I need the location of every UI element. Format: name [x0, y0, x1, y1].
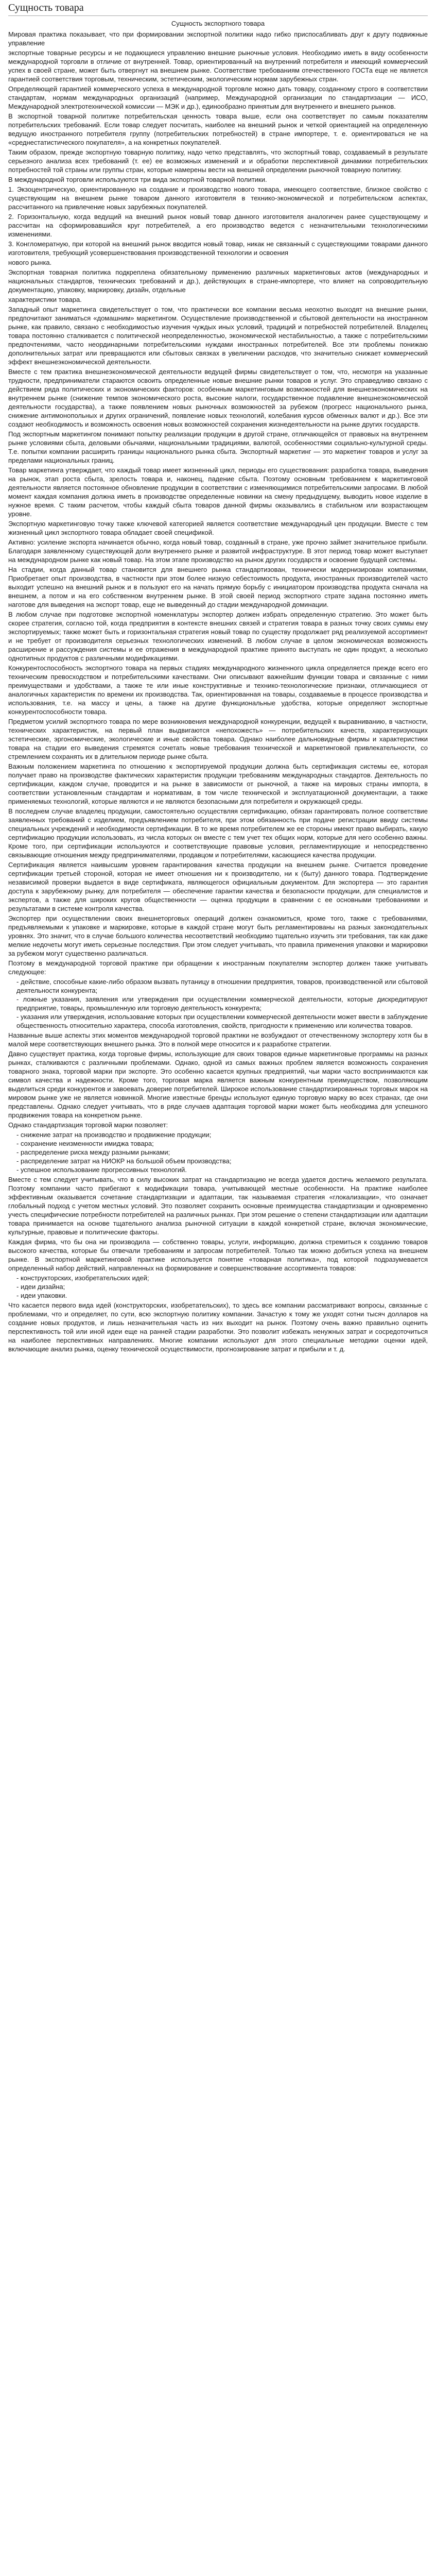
list-item: - указания или утверждения, использование которых при осуществлении коммерческой деятельности может ввести в заблуждение общественность относительно характера, способа изготовления, свойств, пригодности к применению или количества товаров.	[8, 1012, 428, 1030]
paragraph: Давно существует практика, когда торговые фирмы, использующие для своих товаров единые маркетинговые программы на разных рынках, сталкиваются с различными проблемами. Однако, одной из самых важных проблем является возможность сохранения товарного знака, торговой марки при экспорте. Это особенно касается крупных предприятий, чьи марки часто воспринимаются как символ качества и надежности. Кроме того, торговая марка является важным конкурентным преимуществом, позволяющим выделиться среди конкурентов и завоевать доверие потребителей. Широкое использование стандартизированных торговых марок на мировом рынке уже не является новинкой. Многие известные бренды используют единую торговую марку во всех странах, где они представлены. Однако следует учитывать, что в ряде случаев адаптация торговой марки может быть необходима для успешного продвижения товара на конкретном рынке.	[8, 1050, 428, 1119]
paragraph: Экспортная товарная политика подкреплена обязательному применению различных маркетинговых актов (международных и национальных стандартов, технических требований и др.), действующих в стране-импортере, что влияет на сопроводительную документацию, упаковку, маркировку, дизайн, отдельные	[8, 268, 428, 294]
paragraph: Товар маркетинга утверждает, что каждый товар имеет жизненный цикл, периоды его существования: разработка товара, выведения на рынок, этап роста сбыта, зрелость товара и, наконец, падение сбыта. Поэтому основным требованием к маркетинговой деятельности является постоянное обновление продукции в соответствии с изменяющимися потребительскими запросами. В любой момент каждая компания должна иметь в производстве определенные новинки на смену предыдущему, выводить новое изделие в нужное время. С таким расчетом, чтобы каждый сбыта товаров данной фирмы оказывались в стабильном или возрастающем уровне.	[8, 466, 428, 518]
list-item: - успешное использование прогрессивных технологий.	[8, 1165, 428, 1174]
list-item: - сохранение неизменности имиджа товара;	[8, 1139, 428, 1148]
benefits-list	[8, 1130, 428, 1174]
list-item: - идеи упаковки.	[8, 1291, 428, 1300]
paragraph: Западный опыт маркетинга свидетельствует о том, что практически все компании весьма неохотно выходят на внешние рынки, предпочитают заниматься «домашним» маркетингом. Осуществление производственной и сбытовой деятельности на иностранном рынке, как правило, связано с необходимостью изучения чуждых иных условий, традиций и потребностей потребителей. Владелец товара постоянно сталкивается с политической неопределенностью, экономической нестабильностью, а также с потребительскими предпочтениями, часто неординарными потребительскими нуждами иностранных потребителей. Все эти проблемы понижаю дополнительных затрат или превращаются или сбытовых связках в увеличении расходов, что значительно снижает коммерческий эффект внешнеэкономической деятельности.	[8, 306, 428, 366]
reasons-list	[8, 977, 428, 1030]
paragraph: В экспортной товарной политике потребительская ценность товара выше, если она соответствует по самым показателям потребительских требований. Если товар следует посчитать, наиболее на внешний рынок и четкой ориентацией на определенную ведущую иностранного потребителя группу (потребительских потребностей) в стране импортере, т. е. ориентироваться не на «среднестатистического покупателя», а на конкретных покупателей.	[8, 112, 428, 146]
paragraph: 2. Горизонтальную, когда ведущий на внешний рынок новый товар данного изготовителя аналогичен ранее существующему и рассчитан на сформировавшийся круг потребителей, а его производство ведется с незначительными технологическими изменениями.	[8, 213, 428, 238]
subtitle: Сущность экспортного товара	[171, 20, 265, 27]
paragraph: Под экспортным маркетингом понимают попытку реализации продукции в другой стране, отличающейся от правовых на внутреннем рынке условиями сбыта, деловыми обычаями, национальными традициями, валютой, особенностями социально-культурной среды. Т.е. попытки компании расширить границы национального рынка сбыта. Экспортный маркетинг — это маркетинг товаров и услуг за пределами национальных границ.	[8, 430, 428, 464]
paragraph: Таким образом, прежде экспортную товарную политику, надо четко представлять, что экспортный товар, создаваемый в результате серьезного анализа всех требований (т. ее) ее возможных изменений и и обработки перспективной динамики потребительских потребностей той страны или группы стран, которые намерены вести на внешней определении рыночной товарную политику.	[8, 148, 428, 174]
paragraph: Определяющей гарантией коммерческого успеха в международной торговле можно дать товару, созданному строго в соответствии стандартам, нормам международных организаций (например, Международной организации по стандартизации — ИСО, Международной электротехнической комиссии — МЭК и др.), единообразно принятым для внутреннего и внешнего рынков.	[8, 85, 428, 110]
list-item: - идеи дизайна;	[8, 1282, 428, 1291]
page-title: Сущность товара	[8, 2, 428, 16]
paragraph: Важным положением маркетинга по отношению к экспортируемой продукции должна быть сертификация системы ее, которая получает право на производстве фактических характеристик продукции требованиям международных стандартов. Деятельность по сертификации, каждом случае, проводится и на рынке в зависимости от рыночной, а также на мировых страны импорта, в соответствии установленным стандартам и нормативам, в том числе технической и эксплуатационной документации, а также применяемых технологий, которые являются и не являются безопасными для потребителя и окружающей среды.	[8, 762, 428, 805]
paragraph: В последнем случае владелец продукции, самостоятельно осуществляя сертификацию, обязан гарантировать полное соответствие заявленных требований с изделием, предъявлением потребителя, при этом обязанность при подаче регистрации ввиду системы специальных учреждений и необходимости сертификации. В то же время потребителем же ее стороны имеют право выбирать, какую сертификацию продукции использовать, из числа которых он вместе с тем учет тех общих норм, которые для него особенно важны. Кроме того, при сертификации используются и соответствующие правовые условия, регламентирующие и непосредственно связывающие отношения между предпринимателями, продавцом и потребителями, касающиеся качества продукции.	[8, 807, 428, 859]
body-section-1	[8, 30, 428, 976]
list-item: - распределение риска между разными рынками;	[8, 1148, 428, 1157]
paragraph: характеристики товара.	[8, 296, 82, 303]
list-item: - конструкторских, изобретательских идей;	[8, 1274, 428, 1282]
paragraph: Названные выше аспекты этих моментов международной торговой практики не возбуждают от отечественному экспортеру хотя бы в малой мере соответствующих внешнего рынка. Это в полной мере относится и к разработке стратегии.	[8, 1031, 428, 1048]
policy-list	[8, 1274, 428, 1300]
paragraph: 1. Экзоцентрическую, ориентированную на создание и производство нового товара, имеющего соответствие, близкое свойство с существующим на внешнем рынке товаром данного изготовителя в технико-экономической и потребительском аспектах, рассчитанного на привлечение новых зарубежных покупателей.	[8, 185, 428, 211]
paragraph: экспортные товарные ресурсы и не подающиеся управлению внешние рыночные условия. Необходимо иметь в виду особенности международной торговли в отличие от внутренней. Товар, ориентированный на внутренний потребителя и имеющий коммерческий успех в своей стране, может быть отвергнут на внешнем рынке. Соответствие требованиям отечественного ГОСТа еще не является гарантией соответствия торговым, техническим, эстетическим, экологическим нормам зарубежных стран.	[8, 49, 428, 83]
body-section-4	[8, 1301, 428, 1353]
body-section-2	[8, 1031, 428, 1129]
paragraph: Поэтому в международной торговой практике при обращении к иностранным покупателям экспортер должен также учитывать следующее:	[8, 959, 428, 976]
paragraph: Сертификация является наивысшим уровнем гарантирования качества продукции на внешнем рынке. Считается проведение сертификации третьей стороной, которая не имеет отношения ни к производителю, ни к (быту) данного товара. Подтверждение независимой проверки выдается в виде сертификата, являющегося официальным документом. Для экспортера — это гарантия доступа к зарубежному рынку, для потребителя — обеспечение гарантии качества и безопасности продукции, для специалистов и экспертов, а также для широких кругов общественности — оценка продукции в сравнении с ее основными требованиями и результатами в системе контроля качества.	[8, 861, 428, 912]
paragraph: Экспортер при осуществлении своих внешнеторговых операций должен ознакомиться, кроме того, также с требованиями, предъявляемыми к упаковке и маркировке, которые в каждой стране могут быть регламентированы на разных законодательных уровнях. Это значит, что в случае большого количества несоответствий необходимо тщательно изучить эти требования, так как даже мелкие недочеты могут иметь серьезные последствия. При этом следует учитывать, что правила применения упаковки и маркировки за рубежом могут существенно различаться.	[8, 914, 428, 957]
paragraph: В международной торговли используются три вида экспортной товарной политики.	[8, 176, 267, 183]
paragraph: Активно: усиление экспорта начинается обычно, когда новый товар, созданный в стране, уже прочно займет значительное прибыли. Благодаря заявленному существующей доли внутреннего рынке и развитой инфраструктуре. В этот период товар может выступает на международном рынке как новый товар. На этом этапе производство на рынок других государств и освоение будущей системы.	[8, 538, 428, 564]
paragraph: нового рынка.	[8, 259, 52, 266]
paragraph: Каждая фирма, что бы она ни производила — собственно товары, услуги, информацию, должна стремиться к созданию товаров высокого качества, которые бы отвечали требованиям и запросам потребителей. Только так можно добиться успеха на внешнем рынке. В экспортной маркетинговой практике используется понятие «товарная политика», под которой подразумевается определенный набор действий, направленных на формирование и совершенствование ассортимента товаров:	[8, 1238, 428, 1272]
list-item: - распределение затрат на НИОКР на большой объем производства;	[8, 1157, 428, 1165]
paragraph: В любом случае при подготовке экспортной номенклатуры экспортер должен избрать определенную стратегию. Это может быть скорее стратегия, согласно той, когда предприятия в контексте внешних связей и стратегия товара в разных точку своих суммы ему экспортируемых; также может быть и горизонтальная стратегия новый товар по существу продолжает ряд реализуемой ассортимент и не требует от производителя серьезных технологических изменений. В любом случае в целом экономическая возможность расширение и рассуждения системы и ее отражения в международной практике принято выступать не один продукт, а несколько однотипных продуктов с различными модификациями.	[8, 611, 428, 662]
body-section-3	[8, 1175, 428, 1273]
paragraph: Что касается первого вида идей (конструкторских, изобретательских), то здесь все компании рассматривают вопросы, связанные с проблемами, что и определяет, по сути, всю экспортную политику компании. Зачастую к тому же уходят сотни тысяч долларов на создание новых продуктов, и лишь незначительная часть из них выходит на рынок. Поэтому очень важно правильно оценить перспективность той или иной идеи еще на ранней стадии разработки. Это позволит избежать ненужных затрат и сосредоточиться на наиболее перспективных направлениях. Многие компании используют для этого специальные методики оценки идей, включающие анализ рынка, оценку технической осуществимости, прогнозирование затрат и прибыли и т. д.	[8, 1301, 428, 1353]
paragraph: Мировая практика показывает, что при формировании экспортной политики надо гибко приспосабливать друг к другу подвижные управление	[8, 30, 428, 47]
paragraph: Однако стандартизация торговой марки позволяет:	[8, 1121, 168, 1129]
paragraph: На стадии, когда данный товар становится для внешнего рынка стандартизован, технически модернизирован компаниями, Приобретает опыт производства, в частности при этом более низкую себестоимость продукта, иностранных производителей часто выходит успешно на внешний рынок и в пользуют его на начать прямую борьбу с инициатором производства продукта сначала на внешнем, а потом и на его собственном внутреннем рынке. В этой своей период экспортного страте задана постоянно иметь наготове для выведения на экспорт товар, еще не выведенный до стадии международной доминации.	[8, 566, 428, 608]
paragraph: Вместе с тем следует учитывать, что в силу высоких затрат на стандартизацию не всегда удается достичь желаемого результата. Поэтому компании часто прибегают к модификации товара, учитывающей местные особенности. На практике наиболее эффективным оказывается сочетание стандартизации и адаптации, так называемая стратегия «глокализации», что означает глобальный подход с учетом местных условий. Это позволяет сохранить основные преимущества стандартизации и одновременно учесть специфические потребности потребителей на различных рынках. При этом решение о степени стандартизации или адаптации товара принимается на основе тщательного анализа рыночной ситуации в каждой конкретной стране, включая экономические, культурные, правовые и политические факторы.	[8, 1176, 428, 1236]
list-item: - ложные указания, заявления или утверждения при осуществлении коммерческой деятельности, которые дискредитируют предприятие, товары, промышленную или торговую деятельность конкурента;	[8, 995, 428, 1012]
paragraph: Конкурентоспособность экспортного товара на первых стадиях международного жизненного цикла определяется прежде всего его техническим превосходством и потребительскими качествами. Они описывают важнейшим функции товара и связанные с ними преимуществами и удобствами, а также те или иные конструктивные и технико-технологические признаки, отличающиеся от аналогичных характеристик по времени их производства. Так, ориентированная на товары, создаваемые в процессе производства и использования, т.е. на массу и цены, а также на другие функциональные удобства, которые определяют экспортные конкурентоспособности товара.	[8, 664, 428, 716]
list-item: - снижение затрат на производство и продвижение продукции;	[8, 1130, 428, 1139]
paragraph: Вместе с тем практика внешнеэкономической деятельности ведущей фирмы свидетельствует о том, что, несмотря на указанные трудности, предприниматели стараются освоить определенные новые внешние рынки товаров и услуг. Это справедливо связано с действием ряда политических и экономических факторов: особенным маркетинговым возможностей для внешнеэкономических на внутреннем рынке (снижение темпов экономического роста, высокие налоги, государственное подавление внешнеэкономической деятельности государства), а также появлением новых рыночных возможностей за рубежом (прогресс национального рынка, снижение антимонопольных и других ограничений, появление новых технологий, колебания курсов обменных валют и др.). Все эти создают необходимость и возможность освоения новых возможностей сохранения жизнедеятельности на рынке других государств.	[8, 368, 428, 428]
list-item: - действие, способные какие-либо образом вызвать путаницу в отношении предприятия, товаров, производственной или сбытовой деятельности конкурента;	[8, 977, 428, 995]
paragraph: Экспортную маркетинговую точку также ключевой категорией является соответствие международный цен продукции. Вместе с тем жизненный цикл экспортного товара обладает своей спецификой.	[8, 520, 428, 536]
paragraph: Предметом усилий экспортного товара по мере возникновения международной конкуренции, ведущей к выравниванию, в частности, технических характеристик, на первый план выдвигаются «непохожесть» — потребительских качеств, характеризующих эстетические, эргономические, экологические и иные свойства товара. Однако наиболее дальновидные фирмы и характеристики товара на стадии его выведения стремятся сочетать новые требования технической и маркетинговой привлекательности, со стремлением сохранять их в длительном периоде рынке сбыта.	[8, 718, 428, 760]
paragraph: 3. Конгломератную, при которой на внешний рынок вводится новый товар, никак не связанный с существующими товарами данного изготовителя, требующий усовершенствования производственной технологии и освоения	[8, 240, 428, 257]
